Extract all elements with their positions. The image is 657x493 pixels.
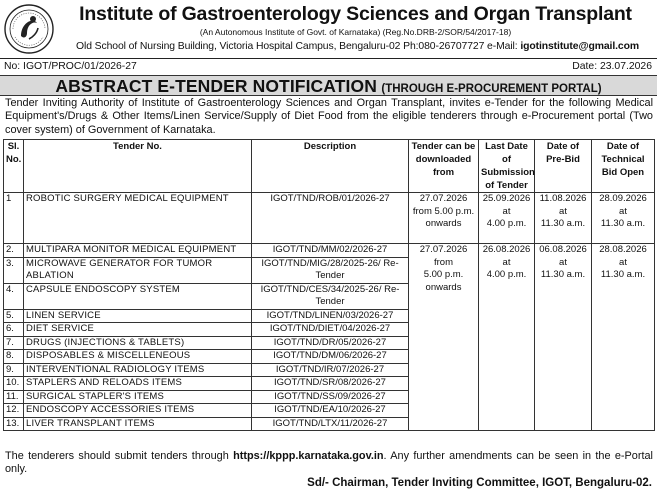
row-tender-ref: IGOT/TND/SS/09/2026-27 [252, 390, 409, 404]
group2-prebid-line: 06.08.2026 [539, 244, 587, 255]
row-tender-ref: IGOT/TND/DR/05/2026-27 [252, 336, 409, 350]
group2-tech-bid-line: 28.08.2026 [599, 244, 647, 255]
row-tender-ref: IGOT/TND/MIG/28/2025-26/ Re-Tender [252, 257, 409, 283]
row-sl: 5. [4, 309, 24, 323]
portal-link[interactable]: https://kppp.karnataka.gov.in [233, 450, 384, 462]
col-header-tender-no: Tender No. [24, 140, 252, 193]
table-header-row [4, 140, 655, 193]
row-tender-name: STAPLERS AND RELOADS ITEMS [24, 377, 252, 391]
notice-title: ABSTRACT E-TENDER NOTIFICATION [55, 76, 377, 96]
row-sl: 12. [4, 404, 24, 418]
group2-prebid [535, 244, 592, 431]
col-header-download: Tender can be downloaded from [409, 140, 479, 193]
row-sl: 13. [4, 417, 24, 431]
row-tender-name: CAPSULE ENDOSCOPY SYSTEM [24, 283, 252, 309]
tender-table [3, 139, 655, 431]
group2-download-line: 5.00 p.m. [423, 269, 464, 280]
row-tender-name: DISPOSABLES & MISCELLENEOUS [24, 350, 252, 364]
group2-tech-bid-line: 11.30 a.m. [600, 269, 646, 280]
row-tender-ref: IGOT/TND/CES/34/2025-26/ Re-Tender [252, 283, 409, 309]
row-sl: 4. [4, 283, 24, 309]
row-tender-name: ENDOSCOPY ACCESSORIES ITEMS [24, 404, 252, 418]
row-tender-ref: IGOT/TND/MM/02/2026-27 [252, 244, 409, 258]
group1-tech-bid-line: 28.09.2026 [599, 193, 647, 204]
row-sl: 11. [4, 390, 24, 404]
col-header-last-date: Last Date of Submission of Tender [479, 140, 535, 193]
row-tender-ref: IGOT/TND/DM/06/2026-27 [252, 350, 409, 364]
group2-last-date-line: at [502, 256, 511, 268]
group1-prebid [535, 193, 592, 244]
group1-prebid-line: at [559, 205, 567, 217]
institute-address [58, 41, 657, 52]
col-header-description: Description [252, 140, 409, 193]
institute-registration: (An Autonomous Institute of Govt. of Karnataka) (Reg.No.DRB-2/SOR/54/2017-18) [199, 27, 512, 37]
group2-download-line: onwards [425, 281, 462, 293]
group2-tech-bid-line: at [619, 256, 627, 268]
footer-note [5, 450, 653, 476]
row-tender-name: LINEN SERVICE [24, 309, 252, 323]
igot-emblem-icon [3, 3, 55, 55]
row-tender-ref: IGOT/TND/LINEN/03/2026-27 [252, 309, 409, 323]
row-sl: 2. [4, 244, 24, 258]
row-sl: 7. [4, 336, 24, 350]
row-tender-name: LIVER TRANSPLANT ITEMS [24, 417, 252, 431]
footer-text-after: . Any further amendments can be seen in the e-Portal only. [5, 450, 653, 475]
table-row [4, 193, 655, 244]
row-tender-name: ROBOTIC SURGERY MEDICAL EQUIPMENT [24, 193, 252, 244]
row-tender-ref: IGOT/TND/ROB/01/2026-27 [252, 193, 409, 244]
group1-download-line: onwards [425, 218, 462, 229]
row-tender-name: DRUGS (INJECTIONS & TABLETS) [24, 336, 252, 350]
group2-prebid-line: 11.30 a.m. [540, 269, 586, 280]
notice-title-bar [0, 75, 657, 96]
row-sl: 3. [4, 257, 24, 283]
group1-download [409, 193, 479, 244]
group1-tech-bid-line: 11.30 a.m. [600, 218, 646, 229]
letterhead [0, 0, 657, 58]
group1-tech-bid [592, 193, 655, 244]
group2-prebid-line: at [559, 256, 567, 268]
row-tender-name: DIET SERVICE [24, 323, 252, 337]
row-tender-name: SURGICAL STAPLER'S ITEMS [24, 390, 252, 404]
group1-last-date-line: 25.09.2026 [482, 193, 531, 204]
row-sl: 6. [4, 323, 24, 337]
reference-line [0, 58, 657, 74]
group2-tech-bid [592, 244, 655, 431]
notice-subtitle: (THROUGH E-PROCUREMENT PORTAL) [381, 83, 602, 95]
group1-download-line: from 5.00 p.m. [412, 205, 475, 217]
col-header-tech-bid: Date of Technical Bid Open [592, 140, 655, 193]
row-sl: 9. [4, 363, 24, 377]
row-tender-ref: IGOT/TND/LTX/11/2026-27 [252, 417, 409, 431]
group1-prebid-line: 11.30 a.m. [540, 218, 586, 229]
row-tender-name: INTERVENTIONAL RADIOLOGY ITEMS [24, 363, 252, 377]
group1-prebid-line: 11.08.2026 [539, 193, 587, 204]
group2-last-date-line: 4.00 p.m. [486, 269, 527, 280]
row-tender-ref: IGOT/TND/EA/10/2026-27 [252, 404, 409, 418]
row-sl: 8. [4, 350, 24, 364]
notice-date: Date: 23.07.2026 [572, 61, 652, 72]
row-tender-name: MULTIPARA MONITOR MEDICAL EQUIPMENT [24, 244, 252, 258]
institute-email[interactable]: igotinstitute@gmail.com [520, 41, 639, 52]
intro-paragraph: Tender Inviting Authority of Institute of Gastroenterology Sciences and Organ Transplant, invites e-Tender for the following Medical Equipment's/Drugs & Other Items/Linen Service/Supply of Diet Food from the eligible tenderers through e-Procurement portal (Two cover system) of Government of Karnataka. [5, 97, 653, 136]
group2-download-line: 27.07.2026 [419, 244, 468, 255]
row-sl: 10. [4, 377, 24, 391]
address-text: Old School of Nursing Building, Victoria Hospital Campus, Bengaluru-02 Ph:080-26707727 e-Mail: [76, 41, 521, 52]
reference-number: No: IGOT/PROC/01/2026-27 [4, 61, 137, 72]
col-header-sl: Sl. No. [4, 140, 24, 193]
row-tender-name: MICROWAVE GENERATOR FOR TUMOR ABLATION [24, 257, 252, 283]
group1-last-date [479, 193, 535, 244]
group1-tech-bid-line: at [619, 205, 627, 217]
group2-download-line: from [434, 256, 453, 268]
table-row [4, 244, 655, 258]
institute-name: Institute of Gastroenterology Sciences and Organ Transplant [79, 3, 632, 25]
footer-text-before: The tenderers should submit tenders through [5, 450, 234, 462]
group2-last-date-line: 26.08.2026 [482, 244, 531, 255]
group1-last-date-line: 4.00 p.m. [486, 218, 527, 229]
row-tender-ref: IGOT/TND/SR/08/2026-27 [252, 377, 409, 391]
group2-last-date [479, 244, 535, 431]
row-sl: 1 [4, 193, 24, 244]
col-header-prebid: Date of Pre-Bid [535, 140, 592, 193]
row-tender-ref: IGOT/TND/IR/07/2026-27 [252, 363, 409, 377]
group1-last-date-line: at [502, 205, 511, 217]
signature-line: Sd/- Chairman, Tender Inviting Committee, IGOT, Bengaluru-02. [307, 477, 652, 489]
group1-download-line: 27.07.2026 [419, 193, 468, 204]
group2-download [409, 244, 479, 431]
row-tender-ref: IGOT/TND/DIET/04/2026-27 [252, 323, 409, 337]
